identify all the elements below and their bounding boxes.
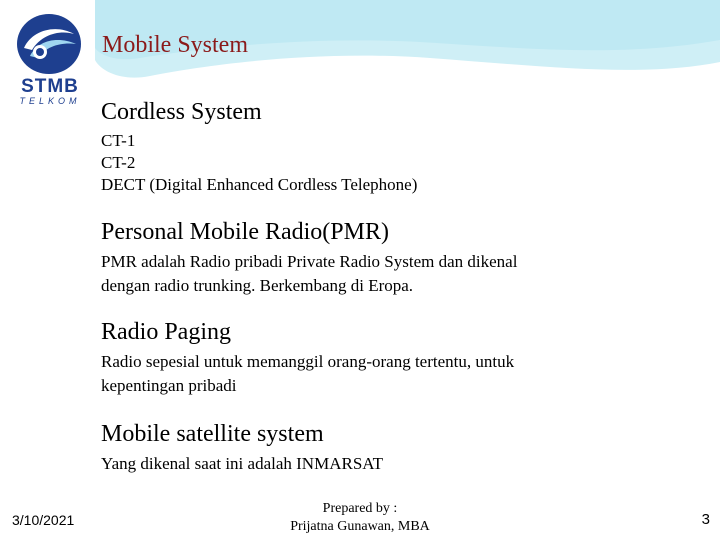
footer-date: 3/10/2021: [12, 512, 75, 528]
footer-page-number: 3: [701, 511, 710, 528]
stmb-globe-logo-icon: [14, 12, 84, 78]
section-text-line: Yang dikenal saat ini adalah INMARSAT: [101, 454, 384, 473]
section-heading: Mobile satellite system: [101, 421, 324, 447]
list-item: DECT (Digital Enhanced Cordless Telephone): [101, 175, 418, 194]
section-text-line: kepentingan pribadi: [101, 376, 237, 395]
section-cordless-system: [101, 96, 701, 196]
logo-subtitle: TELKOM: [19, 96, 81, 106]
stmb-logo: [10, 8, 88, 106]
slide-title: Mobile System: [102, 32, 249, 58]
section-heading: Radio Paging: [101, 319, 231, 345]
section-text-line: dengan radio trunking. Berkembang di Eropa.: [101, 276, 414, 295]
section-heading: Cordless System: [101, 99, 262, 125]
section-pmr: [101, 216, 701, 298]
slide-content: [101, 96, 701, 476]
list-item: CT-1: [101, 131, 136, 150]
section-text-line: Radio sepesial untuk memanggil orang-orang tertentu, untuk: [101, 352, 515, 371]
section-radio-paging: [101, 316, 701, 398]
section-mobile-satellite: [101, 418, 701, 476]
list-item: CT-2: [101, 153, 136, 172]
section-text-line: PMR adalah Radio pribadi Private Radio System dan dikenal: [101, 252, 518, 271]
footer-author: Prijatna Gunawan, MBA: [290, 519, 430, 534]
logo-name: STMB: [21, 76, 79, 97]
section-heading: Personal Mobile Radio(PMR): [101, 219, 389, 245]
footer-prepared-label: Prepared by :: [322, 501, 398, 516]
footer-credit: [260, 500, 460, 536]
